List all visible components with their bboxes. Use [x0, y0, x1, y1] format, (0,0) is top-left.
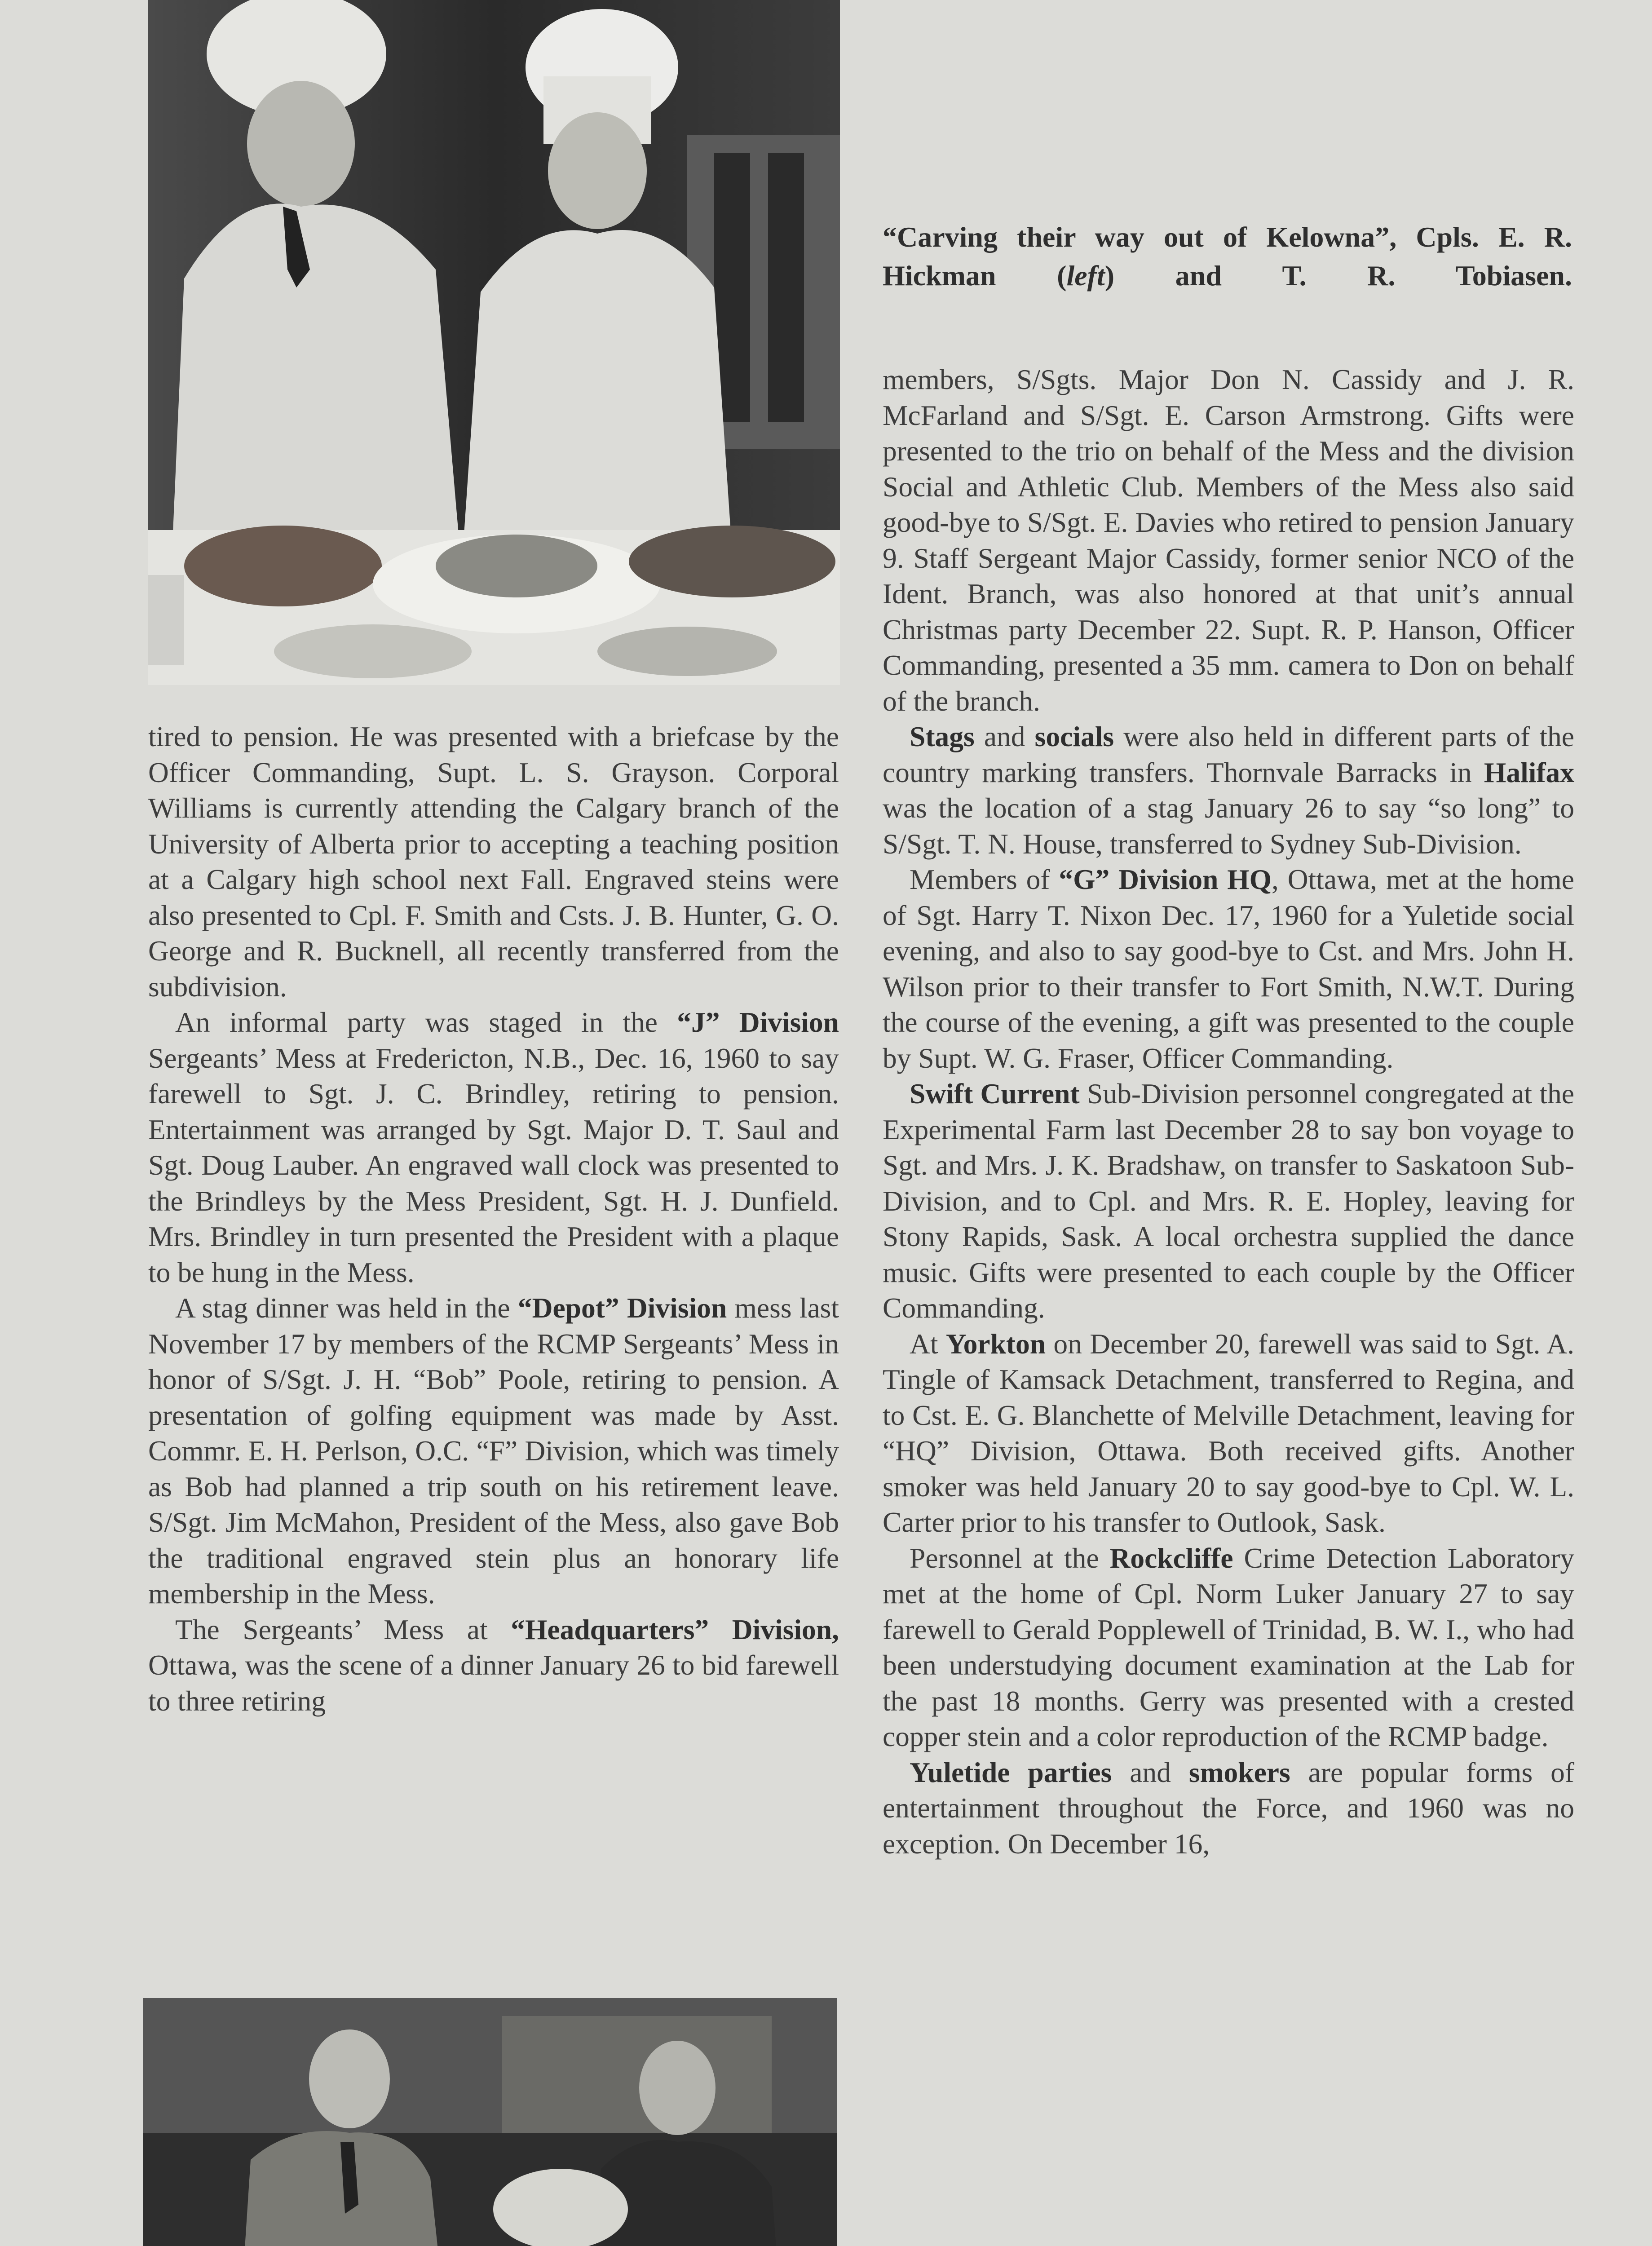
paragraph	[148, 1290, 839, 1612]
text-run: was the location of a stag January 26 to say “so long” to S/Sgt. T. N. House, transferred to Sydney Sub-Division.	[883, 792, 1574, 860]
text-run: are popular forms of entertainment throughout the Force, and 1960 was no exception. On December 16,	[883, 1756, 1574, 1860]
text-run: At	[910, 1327, 946, 1360]
text-run: , Ottawa, met at the home of Sgt. Harry T. Nixon Dec. 17, 1960 for a Yuletide social evening, and also to say good-bye to Cst. and Mrs. John H. Wilson prior to their transfer to Fort Smith, N.W.T. During the course of the evening, a gift was presented to the couple by Supt. W. G. Fraser, Officer Commanding.	[883, 863, 1574, 1074]
bold-run: smokers	[1188, 1756, 1290, 1788]
top-photo-caption: “Carving their way out of Kelowna”, Cpls. E. R. Hickman (left) and T. R. Tobiasen.	[883, 221, 1572, 292]
top-photo-chefs-carving	[148, 0, 840, 685]
bold-run: “G” Division HQ	[1059, 863, 1272, 895]
bold-run: “Depot” Division	[517, 1292, 727, 1324]
text-run: mess last November 17 by members of the RCMP Sergeants’ Mess in honor of S/Sgt. J. H. “Bob” Poole, retiring to pension. A presentation of golfing equipment was made by Asst. Commr. E. H. Perlson, O.C. “F” Division, which was timely as Bob had planned a trip south on his retirement leave. S/Sgt. Jim McMahon, President of the Mess, also gave Bob the traditional engraved stein plus an honorary life membership in the Mess.	[148, 1292, 839, 1609]
text-run: tired to pension. He was presented with a briefcase by the Officer Commanding, Supt. L. S. Grayson. Corporal Williams is currently attending the Calgary branch of the University of Alberta prior to accepting a teaching position at a Calgary high school next Fall. Engraved steins were also presented to Cpl. F. Smith and Csts. J. B. Hunter, G. O. George and R. Bucknell, all recently transferred from the subdivision.	[148, 721, 839, 1003]
text-run: and	[974, 721, 1035, 752]
bold-run: “Headquarters” Division,	[511, 1613, 839, 1645]
text-run: Personnel at the	[910, 1542, 1110, 1574]
right-column-text	[883, 362, 1574, 1861]
text-run: Sub-Division personnel congregated at the Experimental Farm last December 28 to say bon voyage to Sgt. and Mrs. J. K. Bradshaw, on transfer to Saskatoon Sub-Division, and to Cpl. and Mrs. R. E. Hopley, leaving for Stony Rapids, Sask. A local orchestra supplied the dance music. Gifts were presented to each couple by the Officer Commanding.	[883, 1078, 1574, 1324]
paragraph	[148, 719, 839, 1004]
text-run: and	[1112, 1756, 1189, 1788]
bold-run: Yorkton	[945, 1327, 1046, 1360]
text-run: The Sergeants’ Mess at	[175, 1613, 511, 1645]
paragraph	[883, 1540, 1574, 1755]
text-run: members, S/Sgts. Major Don N. Cassidy and J. R. McFarland and S/Sgt. E. Carson Armstrong. Gifts were presented to the trio on behalf of the Mess and the division Social and Athletic Club. Members of the Mess also said good-bye to S/Sgt. E. Davies who retired to pension January 9. Staff Sergeant Major Cassidy, former senior NCO of the Ident. Branch, was also honored at that unit’s annual Christmas party December 22. Supt. R. P. Hanson, Officer Commanding, presented a 35 mm. camera to Don on behalf of the branch.	[883, 363, 1574, 717]
text-run: An informal party was staged in the	[175, 1006, 677, 1038]
paragraph	[883, 1755, 1574, 1862]
paragraph	[148, 1612, 839, 1719]
text-run: Members of	[910, 863, 1059, 895]
text-run: on December 20, farewell was said to Sgt. A. Tingle of Kamsack Detachment, transferred to Regina, and to Cst. E. G. Blanchette of Melville Detachment, leaving for “HQ” Division, Ottawa. Both received gifts. Another smoker was held January 20 to say good-bye to Cpl. W. L. Carter prior to his transfer to Outlook, Sask.	[883, 1327, 1574, 1538]
bottom-photo-presentation	[143, 1998, 837, 2246]
text-run: Ottawa, was the scene of a dinner January 26 to bid farewell to three retiring	[148, 1649, 839, 1717]
paragraph	[883, 1076, 1574, 1326]
paragraph	[883, 1326, 1574, 1540]
text-run: were also held in different parts of the country marking transfers. Thornvale Barracks in	[883, 721, 1574, 788]
bold-run: Swift Current	[910, 1078, 1080, 1110]
left-column-text	[148, 719, 839, 1719]
paragraph	[883, 719, 1574, 862]
bold-run: Halifax	[1484, 756, 1574, 788]
bold-run: “J” Division	[677, 1006, 839, 1038]
bold-run: Yuletide parties	[910, 1756, 1112, 1788]
text-run: Crime Detection Laboratory met at the home of Cpl. Norm Luker January 27 to say farewell to Gerald Popplewell of Trinidad, B. W. I., who had been understudying document examination at the Lab for the past 18 months. Gerry was presented with a crested copper stein and a color reproduction of the RCMP badge.	[883, 1542, 1574, 1752]
bold-run: socials	[1034, 721, 1114, 752]
bold-run: Rockcliffe	[1109, 1542, 1233, 1574]
paragraph	[883, 362, 1574, 719]
text-run: A stag dinner was held in the	[175, 1292, 518, 1324]
bold-run: Stags	[910, 721, 975, 752]
paragraph	[883, 862, 1574, 1076]
paragraph	[148, 1004, 839, 1290]
text-run: Sergeants’ Mess at Fredericton, N.B., Dec. 16, 1960 to say farewell to Sgt. J. C. Brindley, retiring to pension. Entertainment was arranged by Sgt. Major D. T. Saul and Sgt. Doug Lauber. An engraved wall clock was presented to the Brindleys by the Mess President, Sgt. H. J. Dunfield. Mrs. Brindley in turn presented the President with a plaque to be hung in the Mess.	[148, 1042, 839, 1288]
caption-italic-left: left	[1066, 260, 1105, 292]
